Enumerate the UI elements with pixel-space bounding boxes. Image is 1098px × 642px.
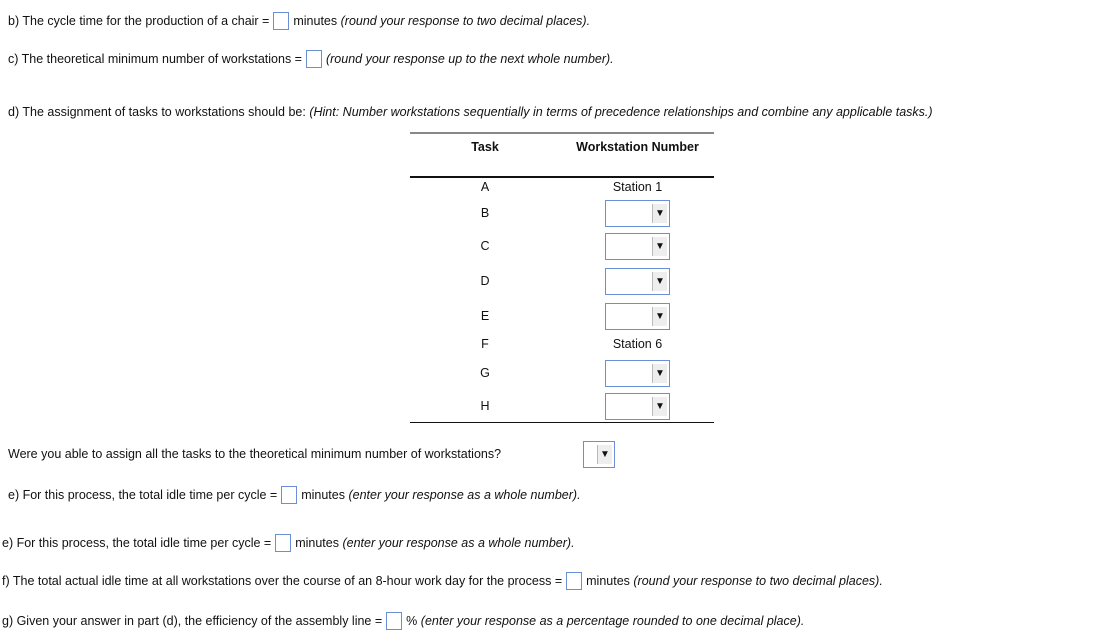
workstation-dropdown-G[interactable]	[605, 360, 670, 387]
task-A: A	[480, 180, 490, 194]
min-workstations-input[interactable]	[306, 50, 322, 68]
task-H: H	[480, 399, 490, 413]
question-b	[8, 11, 590, 31]
hint: (enter your response as a whole number).	[348, 488, 581, 502]
question-g	[2, 611, 804, 631]
table-bottom-rule	[410, 422, 714, 423]
efficiency-input[interactable]	[386, 612, 402, 630]
question-c	[8, 49, 614, 69]
question-d	[8, 102, 933, 122]
hint: (Hint: Number workstations sequentially in terms of precedence relationships and combine any applicable tasks.)	[309, 105, 933, 119]
hint: (enter your response as a percentage rounded to one decimal place).	[420, 614, 805, 628]
unit: minutes	[295, 536, 339, 550]
idle-time-input-2[interactable]	[275, 534, 291, 552]
label: Were you able to assign all the tasks to the theoretical minimum number of workstations?	[8, 447, 502, 461]
assign-yes-no-dropdown[interactable]	[583, 441, 615, 468]
workstation-dropdown-B[interactable]	[605, 200, 670, 227]
chevron-down-icon: ▼	[652, 204, 667, 223]
task-C: C	[480, 239, 490, 253]
unit: minutes	[293, 14, 338, 28]
label: e) For this process, the total idle time per cycle =	[2, 536, 272, 550]
question-e1	[8, 485, 581, 505]
unit: %	[406, 614, 418, 628]
header-workstation: Workstation Number	[576, 140, 699, 154]
question-assign	[8, 444, 501, 464]
label: e) For this process, the total idle time per cycle =	[8, 488, 278, 502]
hint: (round your response to two decimal places).	[633, 574, 883, 588]
header-task: Task	[471, 140, 499, 154]
task-B: B	[480, 206, 490, 220]
label: g) Given your answer in part (d), the efficiency of the assembly line =	[2, 614, 383, 628]
workstation-dropdown-C[interactable]	[605, 233, 670, 260]
chevron-down-icon: ▼	[652, 307, 667, 326]
chevron-down-icon: ▼	[652, 397, 667, 416]
question-f	[2, 571, 883, 591]
cycle-time-input[interactable]	[273, 12, 289, 30]
task-E: E	[480, 309, 490, 323]
chevron-down-icon: ▼	[597, 445, 612, 464]
table-top-rule	[410, 132, 714, 134]
hint: (round your response to two decimal places).	[340, 14, 591, 28]
header-rule	[410, 176, 714, 178]
task-D: D	[480, 274, 490, 288]
task-F: F	[481, 337, 489, 351]
label: b) The cycle time for the production of a chair =	[8, 14, 270, 28]
label: c) The theoretical minimum number of workstations =	[8, 52, 302, 66]
chevron-down-icon: ▼	[652, 364, 667, 383]
station-label: Station 6	[612, 337, 663, 351]
daily-idle-time-input[interactable]	[566, 572, 582, 590]
label: d) The assignment of tasks to workstations should be:	[8, 105, 306, 119]
chevron-down-icon: ▼	[652, 272, 667, 291]
chevron-down-icon: ▼	[652, 237, 667, 256]
hint: (round your response up to the next whole number).	[325, 52, 614, 66]
hint: (enter your response as a whole number).	[342, 536, 575, 550]
question-e2	[2, 533, 575, 553]
idle-time-input[interactable]	[281, 486, 297, 504]
label: f) The total actual idle time at all workstations over the course of an 8-hour work day for the process =	[2, 574, 563, 588]
workstation-dropdown-H[interactable]	[605, 393, 670, 420]
unit: minutes	[301, 488, 345, 502]
unit: minutes	[586, 574, 630, 588]
task-G: G	[480, 366, 490, 380]
workstation-dropdown-E[interactable]	[605, 303, 670, 330]
station-label: Station 1	[612, 180, 663, 194]
workstation-dropdown-D[interactable]	[605, 268, 670, 295]
